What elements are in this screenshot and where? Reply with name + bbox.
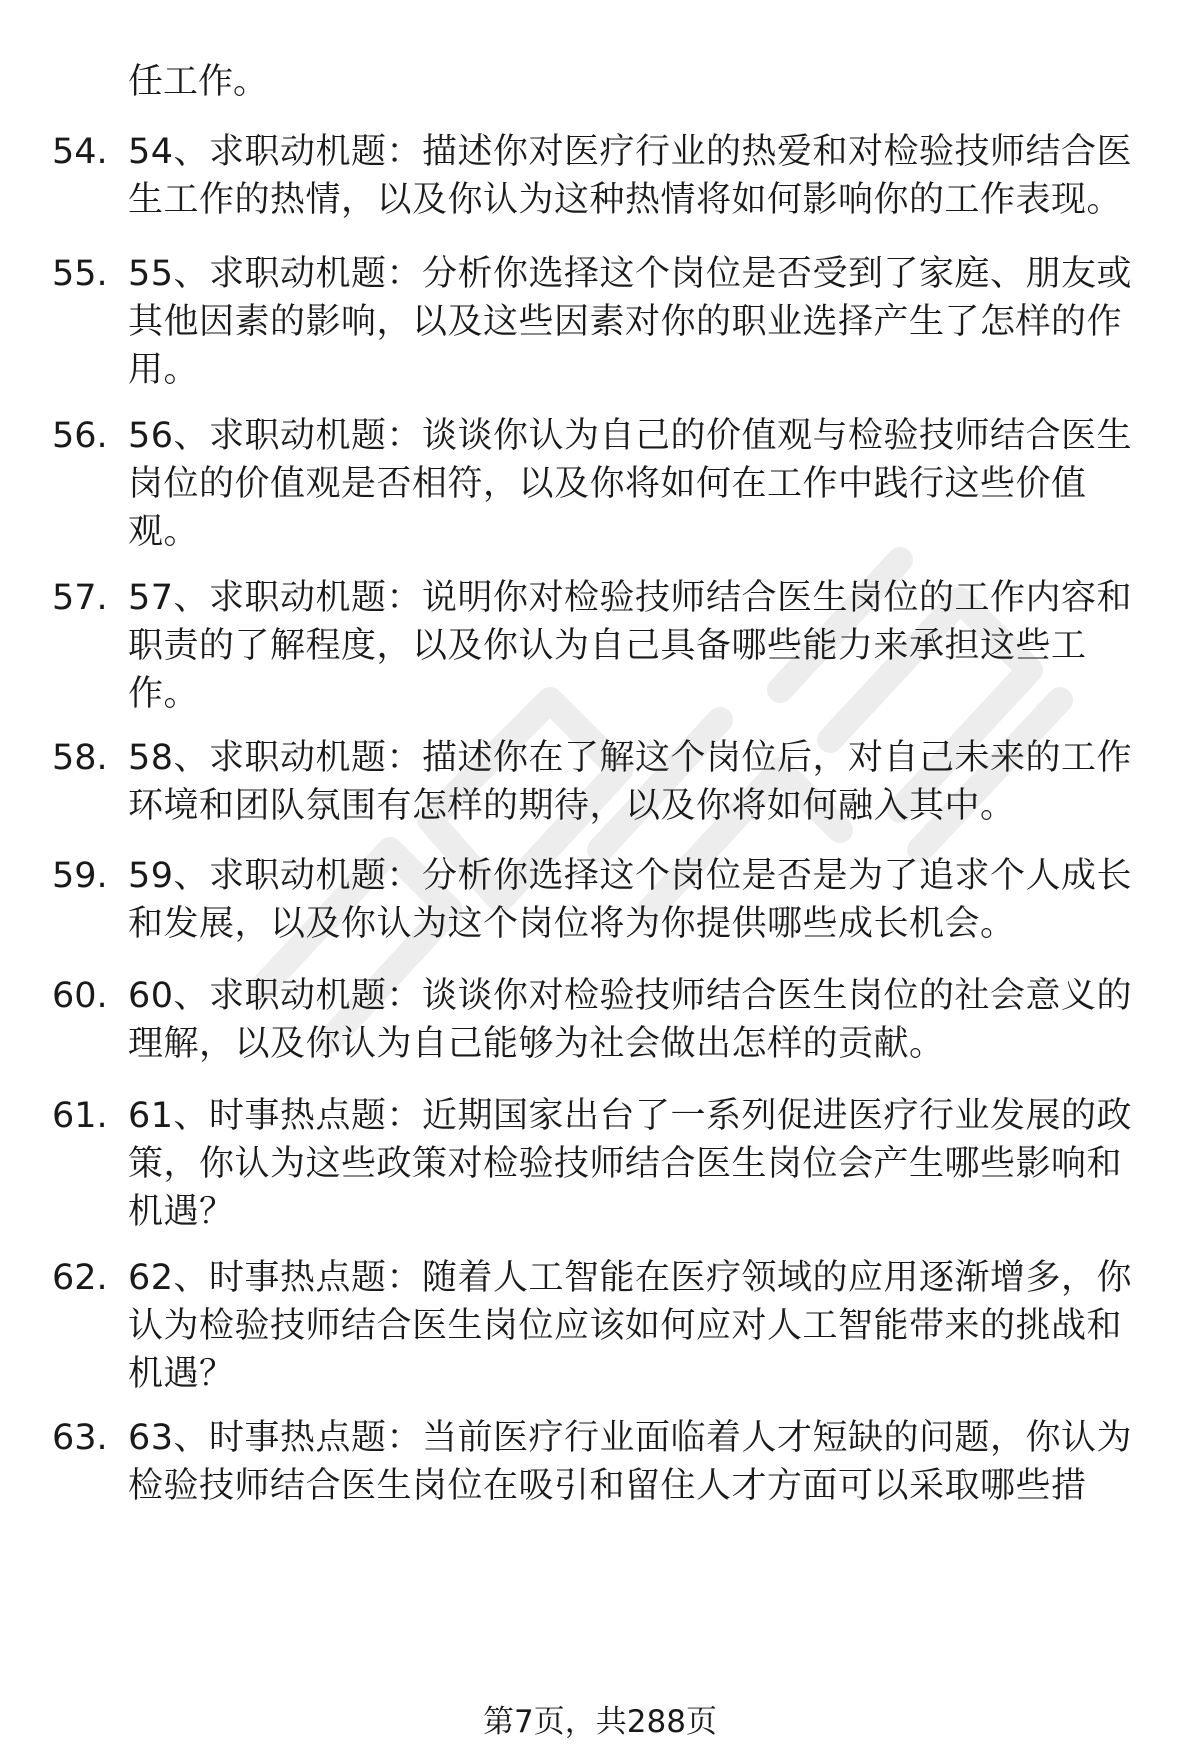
question-number: 57. [52,578,108,618]
question-text: 55、求职动机题：分析你选择这个岗位是否受到了家庭、朋友或其他因素的影响，以及这些因素对你的职业选择产生了怎样的作用。 [128,254,1133,390]
question-number: 61. [52,1096,108,1136]
question-text: 56、求职动机题：谈谈你认为自己的价值观与检验技师结合医生岗位的价值观是否相符，以及你将如何在工作中践行这些价值观。 [128,416,1133,552]
question-number: 56. [52,416,108,456]
question-number: 59. [52,856,108,896]
page-footer: 第7页，共288页 [483,1704,717,1740]
question-number: 58. [52,738,108,778]
question-number: 63. [52,1418,108,1458]
question-text: 61、时事热点题：近期国家出台了一系列促进医疗行业发展的政策，你认为这些政策对检验技师结合医生岗位会产生哪些影响和机遇？ [128,1096,1133,1232]
question-text: 57、求职动机题：说明你对检验技师结合医生岗位的工作内容和职责的了解程度，以及你认为自己具备哪些能力来承担这些工作。 [128,578,1133,714]
question-text: 62、时事热点题：随着人工智能在医疗领域的应用逐渐增多，你认为检验技师结合医生岗位应该如何应对人工智能带来的挑战和机遇？ [128,1258,1133,1394]
question-text: 58、求职动机题：描述你在了解这个岗位后，对自己未来的工作环境和团队氛围有怎样的期待，以及你将如何融入其中。 [128,738,1133,826]
question-text: 54、求职动机题：描述你对医疗行业的热爱和对检验技师结合医生工作的热情，以及你认为这种热情将如何影响你的工作表现。 [128,132,1133,220]
continuation-text: 任工作。 [128,62,269,102]
question-number: 54. [52,132,108,172]
question-number: 62. [52,1258,108,1298]
question-text: 59、求职动机题：分析你选择这个岗位是否是为了追求个人成长和发展，以及你认为这个岗位将为你提供哪些成长机会。 [128,856,1133,944]
question-text: 60、求职动机题：谈谈你对检验技师结合医生岗位的社会意义的理解，以及你认为自己能够为社会做出怎样的贡献。 [128,976,1133,1064]
question-number: 60. [52,976,108,1016]
question-text: 63、时事热点题：当前医疗行业面临着人才短缺的问题，你认为检验技师结合医生岗位在吸引和留住人才方面可以采取哪些措 [128,1418,1133,1506]
question-number: 55. [52,254,108,294]
